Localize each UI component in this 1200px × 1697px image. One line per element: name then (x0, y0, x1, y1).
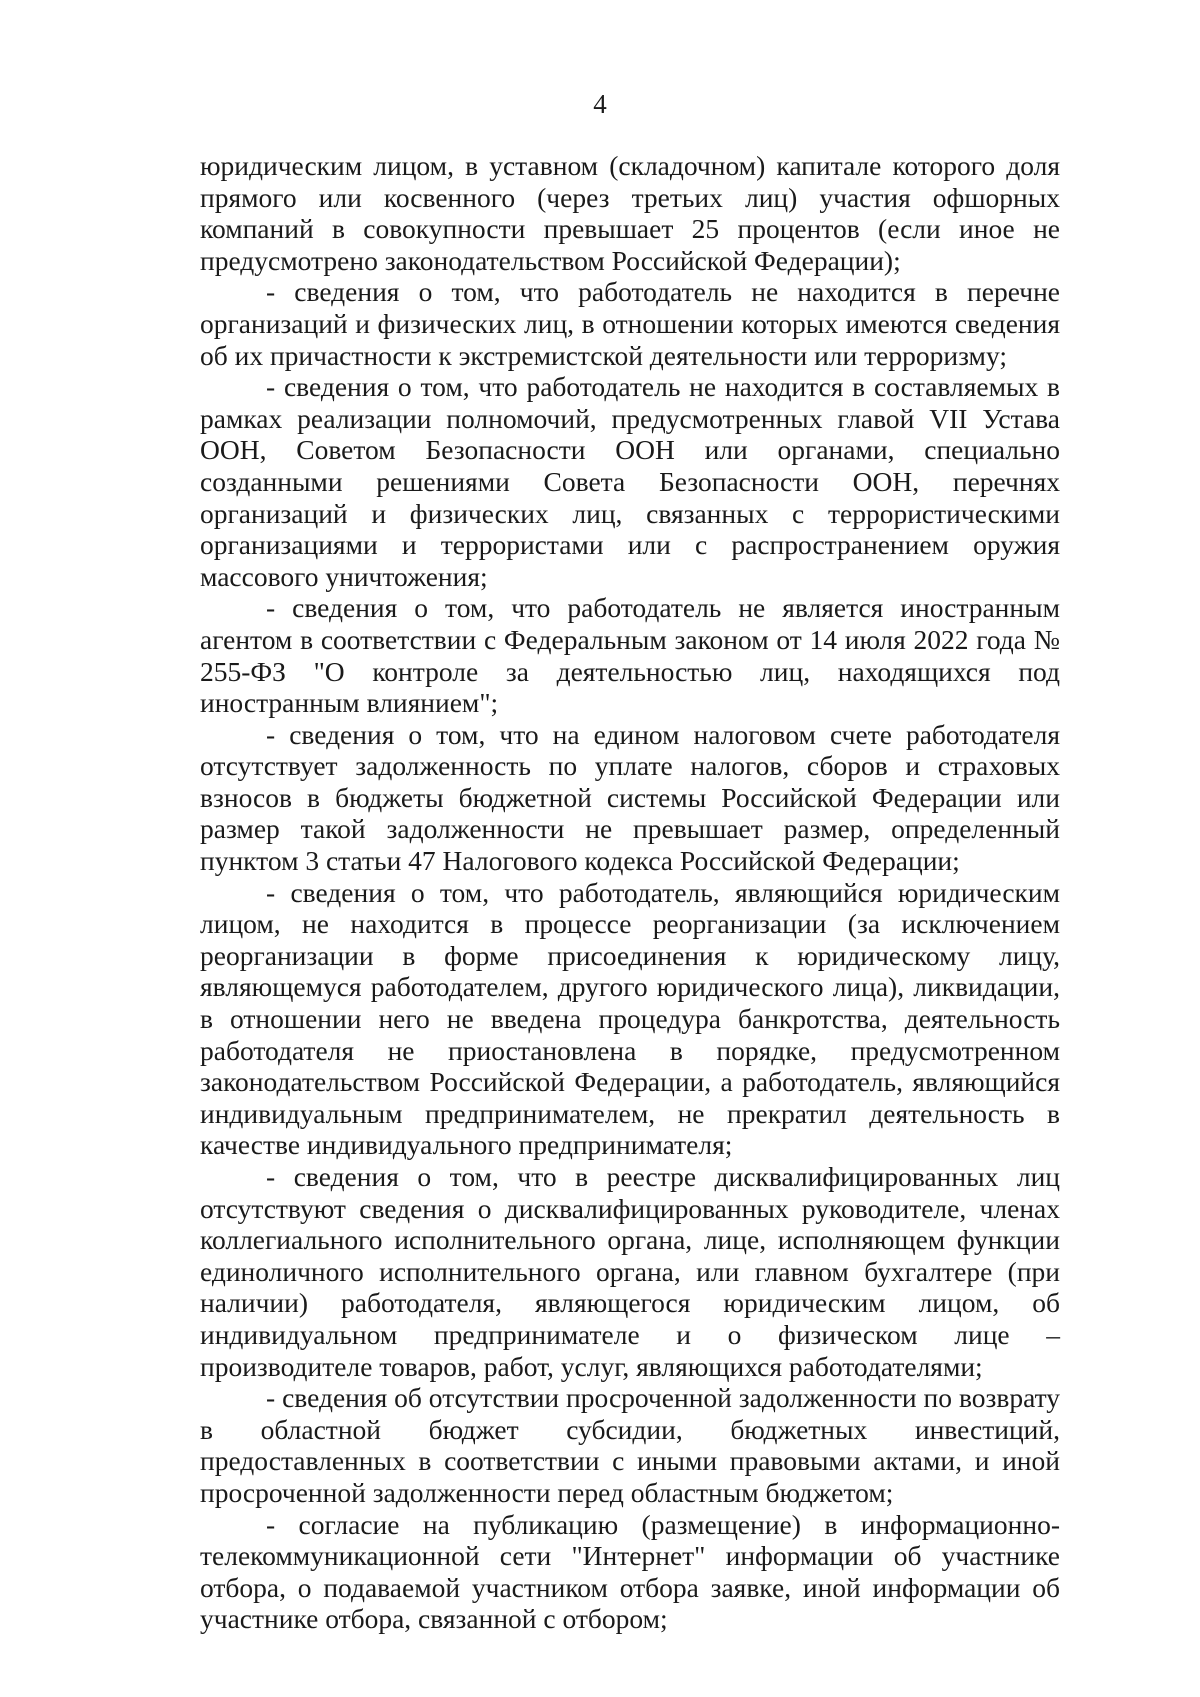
paragraph-foreign-agent: - сведения о том, что работодатель не является иностранным агентом в соответствии с Федеральным законом от 14 июля 2022 года № 255-ФЗ "О контроле за деятельностью лиц, находящихся под иностранным влиянием"; (200, 592, 1060, 719)
paragraph-reorganization: - сведения о том, что работодатель, являющийся юридическим лицом, не находится в процессе реорганизации (за исключением реорганизации в форме присоединения к юридическому лицу, являющемуся работодателем, другого юридического лица), ликвидации, в отношении него не введена процедура банкротства, деятельность работодателя не приостановлена в порядке, предусмотренном законодательством Российской Федерации, а работодатель, являющийся индивидуальным предпринимателем, не прекратил деятельность в качестве индивидуального предпринимателя; (200, 876, 1060, 1161)
paragraph-tax-debt: - сведения о том, что на едином налоговом счете работодателя отсутствует задолженность по уплате налогов, сборов и страховых взносов в бюджеты бюджетной системы Российской Федерации или размер такой задолженности не превышает размер, определенный пунктом 3 статьи 47 Налогового кодекса Российской Федерации; (200, 718, 1060, 877)
page-number: 4 (593, 89, 607, 119)
document-body (200, 150, 1060, 1635)
paragraph-continuation: юридическим лицом, в уставном (складочном) капитале которого доля прямого или косвенного (через третьих лиц) участия офшорных компаний в совокупности превышает 25 процентов (если иное не предусмотрено законодательством Российской Федерации); (200, 150, 1060, 276)
paragraph-publication-consent: - согласие на публикацию (размещение) в информационно-телекоммуникационной сети "Интернет" информации об участнике отбора, о подаваемой участником отбора заявке, иной информации об участнике отбора, связанной с отбором; (200, 1508, 1060, 1635)
paragraph-un-security-council: - сведения о том, что работодатель не находится в составляемых в рамках реализации полномочий, предусмотренных главой VII Устава ООН, Советом Безопасности ООН или органами, специально созданными решениями Совета Безопасности ООН, перечнях организаций и физических лиц, связанных с террористическими организациями и террористами или с распространением оружия массового уничтожения; (200, 371, 1060, 592)
paragraph-disqualified-persons: - сведения о том, что в реестре дисквалифицированных лиц отсутствуют сведения о дисквалифицированных руководителе, членах коллегиального исполнительного органа, лице, исполняющем функции единоличного исполнительного органа, или главном бухгалтере (при наличии) работодателя, являющегося юридическим лицом, об индивидуальном предпринимателе и о физическом лице – производителе товаров, работ, услуг, являющихся работодателями; (200, 1161, 1060, 1382)
paragraph-extremism-list: - сведения о том, что работодатель не находится в перечне организаций и физических лиц, в отношении которых имеются сведения об их причастности к экстремистской деятельности или терроризму; (200, 276, 1060, 371)
paragraph-overdue-debt: - сведения об отсутствии просроченной задолженности по возврату в областной бюджет субсидии, бюджетных инвестиций, предоставленных в соответствии с иными правовыми актами, и иной просроченной задолженности перед областным бюджетом; (200, 1382, 1060, 1508)
